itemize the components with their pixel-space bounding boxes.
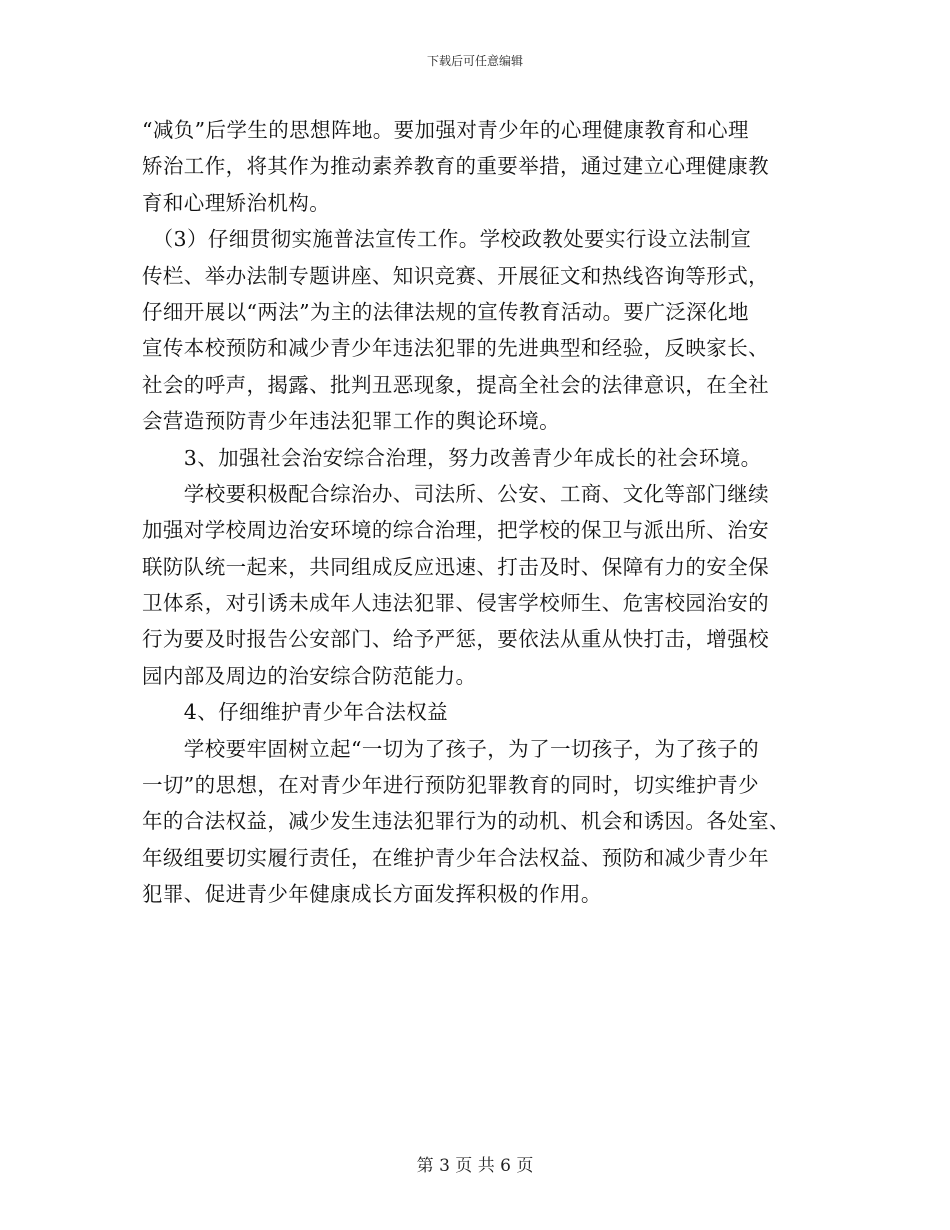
text-line: 年的合法权益，减少发生违法犯罪行为的动机、机会和诱因。各处室、	[142, 809, 790, 834]
text-line: 园内部及周边的治安综合防范能力。	[142, 663, 477, 688]
section-heading: 3、加强社会治安综合治理，努力改善青少年成长的社会环境。	[142, 445, 762, 470]
text-line: 育和心理矫治机构。	[142, 190, 331, 215]
text-line: 宣传本校预防和减少青少年违法犯罪的先进典型和经验，反映家长、	[142, 336, 769, 361]
text-line: 仔细开展以“两法”为主的法律法规的宣传教育活动。要广泛深化地	[142, 299, 749, 324]
text-line: 传栏、举办法制专题讲座、知识竞赛、开展征文和热线咨询等形式，	[142, 263, 769, 288]
text-line: 联防队统一起来，共同组成反应迅速、打击及时、保障有力的安全保	[142, 554, 769, 579]
text-line: 年级组要切实履行责任，在维护青少年合法权益、预防和减少青少年	[142, 845, 769, 870]
section-heading: 4、仔细维护青少年合法权益	[142, 700, 449, 725]
text-line: 卫体系，对引诱未成年人违法犯罪、侵害学校师生、危害校园治安的	[142, 591, 769, 616]
text-line: 社会的呼声，揭露、批判丑恶现象，提高全社会的法律意识，在全社	[142, 372, 769, 397]
text-line: 矫治工作，将其作为推动素养教育的重要举措，通过建立心理健康教	[142, 154, 769, 179]
page-number-footer: 第 3 页 共 6 页	[416, 1156, 534, 1176]
text-line: 行为要及时报告公安部门、给予严惩，要依法从重从快打击，增强校	[142, 627, 769, 652]
page-header: 下载后可任意编辑	[426, 54, 523, 68]
text-line: 学校要牢固树立起“一切为了孩子，为了一切孩子，为了孩子的	[142, 736, 759, 761]
document-body	[142, 112, 802, 913]
text-line: 犯罪、促进青少年健康成长方面发挥积极的作用。	[142, 882, 602, 907]
text-line: “减负”后学生的思想阵地。要加强对青少年的心理健康教育和心理	[142, 118, 749, 142]
text-line: 一切”的思想，在对青少年进行预防犯罪教育的同时，切实维护青少	[142, 773, 759, 798]
text-line: 加强对学校周边治安环境的综合治理，把学校的保卫与派出所、治安	[142, 518, 769, 543]
text-line: 会营造预防青少年违法犯罪工作的舆论环境。	[142, 409, 560, 434]
text-line: （3）仔细贯彻实施普法宣传工作。学校政教处要实行设立法制宣	[142, 227, 752, 252]
text-line: 学校要积极配合综治办、司法所、公安、工商、文化等部门继续	[142, 481, 769, 506]
